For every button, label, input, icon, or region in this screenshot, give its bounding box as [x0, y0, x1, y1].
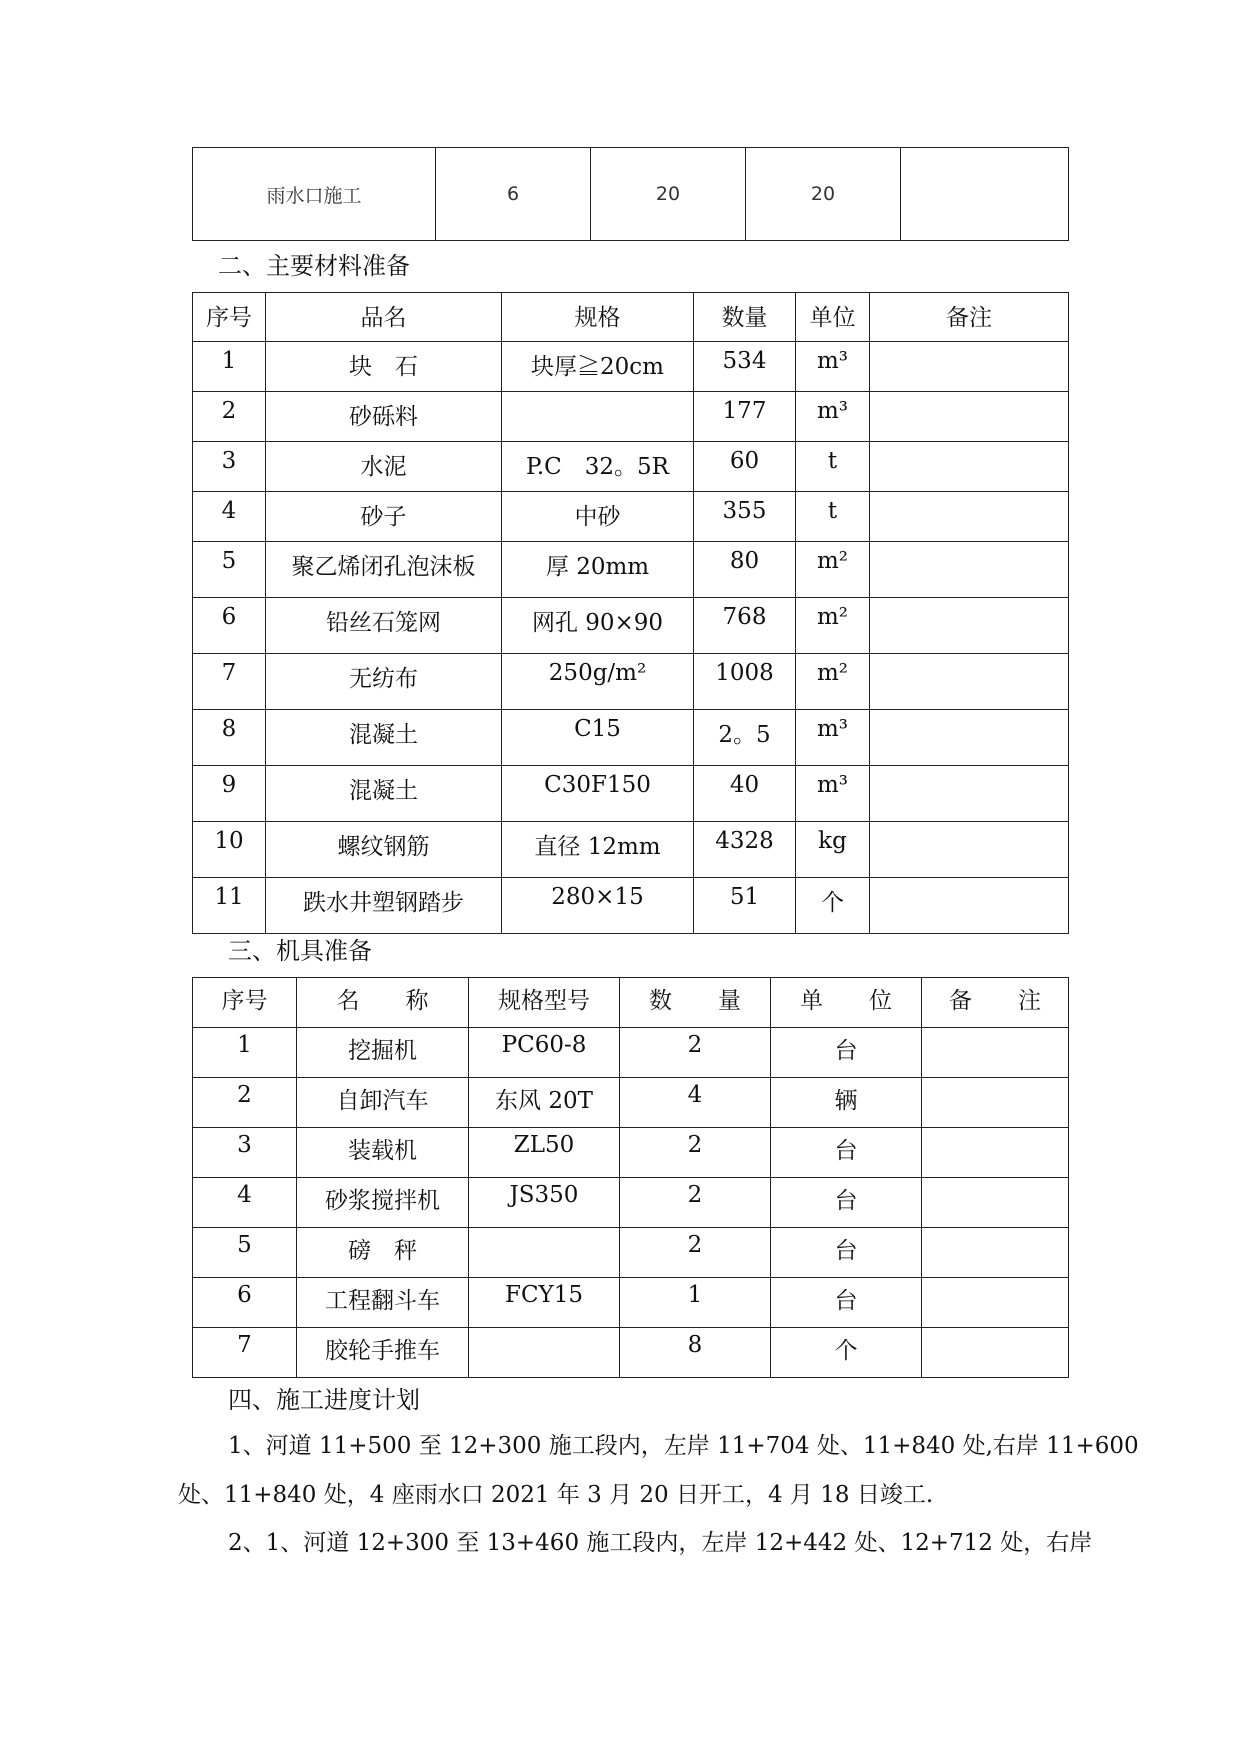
table-cell: 3: [193, 1128, 297, 1178]
table-cell: 辆: [771, 1078, 922, 1128]
table-cell: 厚 20mm: [502, 542, 694, 598]
table-row: [193, 392, 1069, 442]
schedule-paragraph: 1、河道 11+500 至 12+300 施工段内，左岸 11+704 处、11+840 处,右岸 11+600: [228, 1433, 1139, 1459]
table-cell: ZL50: [469, 1128, 620, 1178]
table-cell: [922, 1128, 1069, 1178]
column-header: 备 注: [922, 978, 1069, 1028]
table-cell: 8: [193, 710, 266, 766]
section-heading-materials: 二、主要材料准备: [218, 252, 410, 280]
table-cell: 混凝土: [266, 766, 502, 822]
table-cell: 胶轮手推车: [297, 1328, 469, 1378]
table-cell: 4: [193, 492, 266, 542]
table-cell: 水泥: [266, 442, 502, 492]
column-header: 品名: [266, 293, 502, 342]
table-row: [193, 654, 1069, 710]
table-cell: 6: [193, 598, 266, 654]
column-header: 数量: [694, 293, 796, 342]
table-row: [193, 1078, 1069, 1128]
table-cell: 8: [620, 1328, 771, 1378]
table-cell: 7: [193, 654, 266, 710]
table-row: [193, 1178, 1069, 1228]
table-cell: m³: [796, 392, 870, 442]
table-cell: 自卸汽车: [297, 1078, 469, 1128]
table-cell: 250g/m²: [502, 654, 694, 710]
table-cell: 20: [591, 148, 746, 241]
table-cell: 2: [620, 1028, 771, 1078]
table-cell: 1: [193, 342, 266, 392]
table-cell: 台: [771, 1028, 922, 1078]
table-row: [193, 766, 1069, 822]
table-cell: 雨水口施工: [193, 148, 436, 241]
table-cell: 7: [193, 1328, 297, 1378]
table-row: [193, 1278, 1069, 1328]
table-row: [193, 822, 1069, 878]
table-cell: 跌水井塑钢踏步: [266, 878, 502, 934]
table-cell: 5: [193, 542, 266, 598]
table-cell: t: [796, 442, 870, 492]
table-cell: FCY15: [469, 1278, 620, 1328]
table-cell: 砂子: [266, 492, 502, 542]
table-row: [193, 878, 1069, 934]
table-cell: 355: [694, 492, 796, 542]
table-cell: [922, 1278, 1069, 1328]
table-cell: 280×15: [502, 878, 694, 934]
construction-item-table: [192, 147, 1069, 241]
table-cell: 1: [193, 1028, 297, 1078]
table-cell: [922, 1028, 1069, 1078]
table-cell: [870, 598, 1069, 654]
table-cell: 台: [771, 1228, 922, 1278]
table-cell: 磅 秤: [297, 1228, 469, 1278]
table-cell: 块厚≧20cm: [502, 342, 694, 392]
table-cell: 80: [694, 542, 796, 598]
table-cell: 4: [620, 1078, 771, 1128]
schedule-paragraph-continued: 处、11+840 处，4 座雨水口 2021 年 3 月 20 日开工，4 月 18 日竣工.: [178, 1482, 934, 1508]
column-header: 单 位: [771, 978, 922, 1028]
table-cell: 10: [193, 822, 266, 878]
section-heading-equipment: 三、机具准备: [228, 937, 372, 965]
table-cell: 2: [620, 1128, 771, 1178]
column-header: 单位: [796, 293, 870, 342]
table-cell: [870, 878, 1069, 934]
table-cell: [922, 1228, 1069, 1278]
table-cell: 个: [796, 878, 870, 934]
table-cell: [922, 1328, 1069, 1378]
table-header-row: [193, 978, 1069, 1028]
table-row: [193, 1328, 1069, 1378]
table-row: [193, 342, 1069, 392]
table-cell: 混凝土: [266, 710, 502, 766]
table-row: [193, 1128, 1069, 1178]
materials-table: [192, 292, 1069, 934]
table-cell: 534: [694, 342, 796, 392]
table-cell: m³: [796, 342, 870, 392]
table-cell: 2: [193, 392, 266, 442]
table-cell: 60: [694, 442, 796, 492]
table-cell: 无纺布: [266, 654, 502, 710]
table-cell: C15: [502, 710, 694, 766]
equipment-table: [192, 977, 1069, 1378]
table-cell: 网孔 90×90: [502, 598, 694, 654]
column-header: 备注: [870, 293, 1069, 342]
table-cell: [469, 1228, 620, 1278]
table-cell: 装载机: [297, 1128, 469, 1178]
table-row: [193, 598, 1069, 654]
section-heading-schedule: 四、施工进度计划: [228, 1386, 420, 1414]
table-cell: m³: [796, 766, 870, 822]
table-cell: [870, 542, 1069, 598]
table-cell: 51: [694, 878, 796, 934]
table-cell: [901, 148, 1069, 241]
table-cell: 40: [694, 766, 796, 822]
table-cell: PC60-8: [469, 1028, 620, 1078]
table-cell: [870, 492, 1069, 542]
table-cell: m²: [796, 542, 870, 598]
column-header: 规格: [502, 293, 694, 342]
table-cell: 6: [193, 1278, 297, 1328]
table-cell: [870, 342, 1069, 392]
table-cell: 砂浆搅拌机: [297, 1178, 469, 1228]
table-cell: 铅丝石笼网: [266, 598, 502, 654]
table-cell: 挖掘机: [297, 1028, 469, 1078]
table-cell: 768: [694, 598, 796, 654]
table-header-row: [193, 293, 1069, 342]
table-cell: 20: [746, 148, 901, 241]
column-header: 数 量: [620, 978, 771, 1028]
table-row: [193, 1028, 1069, 1078]
table-row: [193, 710, 1069, 766]
table-cell: [870, 442, 1069, 492]
table-cell: t: [796, 492, 870, 542]
table-cell: 块 石: [266, 342, 502, 392]
table-cell: 螺纹钢筋: [266, 822, 502, 878]
table-cell: 1008: [694, 654, 796, 710]
table-cell: [870, 822, 1069, 878]
table-cell: 砂砾料: [266, 392, 502, 442]
table-cell: m²: [796, 598, 870, 654]
table-cell: [469, 1328, 620, 1378]
table-cell: C30F150: [502, 766, 694, 822]
table-row: [193, 492, 1069, 542]
table-cell: kg: [796, 822, 870, 878]
table-cell: 直径 12mm: [502, 822, 694, 878]
table-cell: 聚乙烯闭孔泡沫板: [266, 542, 502, 598]
table-row: [193, 442, 1069, 492]
table-cell: 中砂: [502, 492, 694, 542]
table-row: [193, 148, 1069, 241]
table-cell: JS350: [469, 1178, 620, 1228]
table-cell: 台: [771, 1278, 922, 1328]
table-cell: 2: [620, 1228, 771, 1278]
table-cell: m²: [796, 654, 870, 710]
table-cell: [922, 1178, 1069, 1228]
table-cell: 9: [193, 766, 266, 822]
table-cell: 2: [620, 1178, 771, 1228]
table-cell: 6: [436, 148, 591, 241]
column-header: 序号: [193, 293, 266, 342]
table-cell: 台: [771, 1128, 922, 1178]
table-cell: [870, 392, 1069, 442]
table-cell: 台: [771, 1178, 922, 1228]
table-cell: m³: [796, 710, 870, 766]
table-cell: 2。5: [694, 710, 796, 766]
table-cell: 4328: [694, 822, 796, 878]
table-cell: 工程翻斗车: [297, 1278, 469, 1328]
table-cell: 5: [193, 1228, 297, 1278]
column-header: 规格型号: [469, 978, 620, 1028]
table-cell: 东风 20T: [469, 1078, 620, 1128]
table-cell: 1: [620, 1278, 771, 1328]
table-cell: 3: [193, 442, 266, 492]
table-row: [193, 542, 1069, 598]
table-cell: 177: [694, 392, 796, 442]
table-cell: [502, 392, 694, 442]
table-row: [193, 1228, 1069, 1278]
table-cell: [870, 710, 1069, 766]
table-cell: 2: [193, 1078, 297, 1128]
table-cell: [922, 1078, 1069, 1128]
table-cell: P.C 32。5R: [502, 442, 694, 492]
table-cell: [870, 766, 1069, 822]
schedule-paragraph: 2、1、河道 12+300 至 13+460 施工段内，左岸 12+442 处、12+712 处，右岸: [228, 1530, 1093, 1556]
column-header: 名 称: [297, 978, 469, 1028]
column-header: 序号: [193, 978, 297, 1028]
table-cell: 4: [193, 1178, 297, 1228]
table-cell: 11: [193, 878, 266, 934]
table-cell: 个: [771, 1328, 922, 1378]
table-cell: [870, 654, 1069, 710]
